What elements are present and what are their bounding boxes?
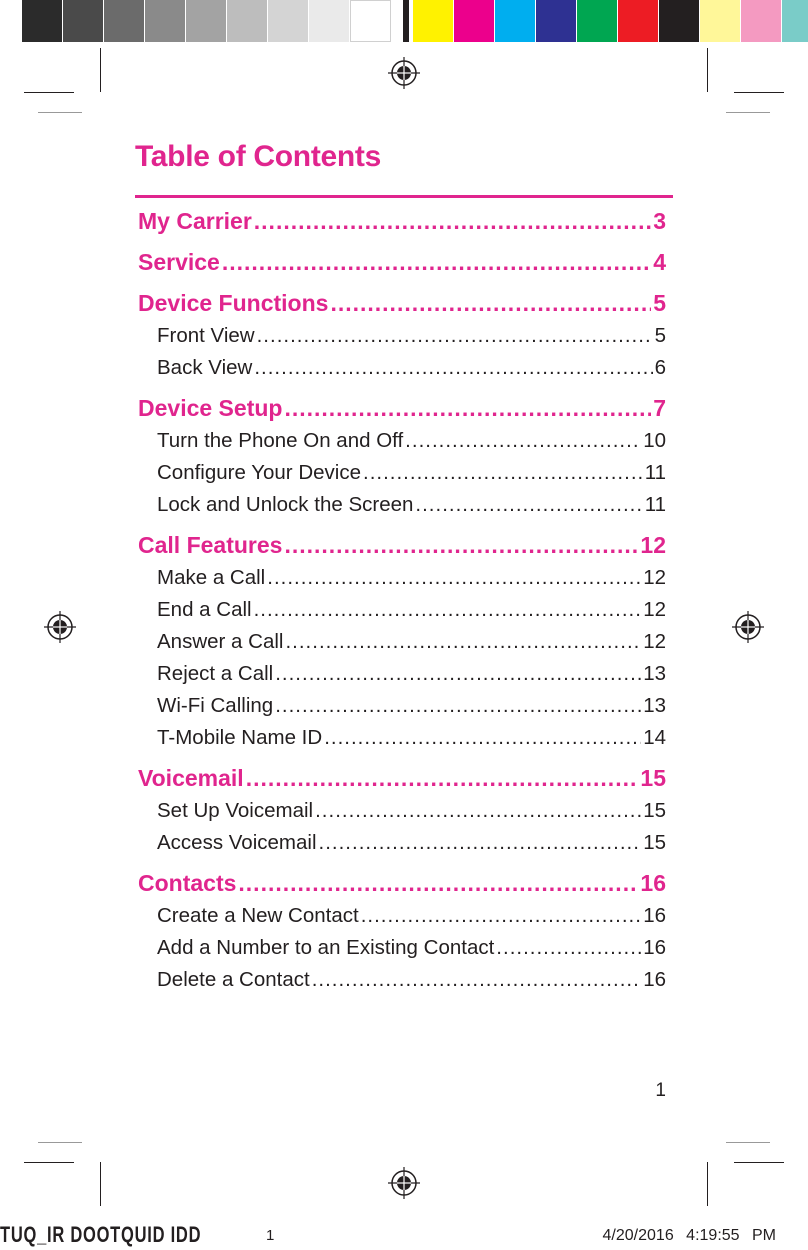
crop-mark-bottom-right	[707, 1162, 708, 1206]
dot-leader	[324, 726, 641, 750]
registration-mark-right-icon	[731, 610, 765, 644]
toc-subsection-entry[interactable]	[138, 429, 666, 453]
toc-entry-label: Delete a Contact	[157, 968, 310, 991]
slug-timestamp	[603, 1227, 776, 1245]
toc-entry-label: Create a New Contact	[157, 904, 359, 927]
dot-leader	[496, 936, 641, 960]
slug-sheet-number: 1	[266, 1227, 275, 1244]
toc-entry-label: Contacts	[138, 870, 237, 896]
dot-leader	[254, 208, 651, 234]
toc-entry-label: Reject a Call	[157, 662, 274, 685]
bleed-mark-bottom-right	[726, 1142, 770, 1143]
page-title: Table of Contents	[135, 140, 382, 173]
toc-entry-label: Device Setup	[138, 395, 283, 421]
dot-leader	[315, 799, 641, 823]
toc-entry-page: 4	[653, 249, 666, 275]
toc-entry-page: 12	[640, 532, 666, 558]
color-swatch	[618, 0, 659, 42]
toc-subsection-entry[interactable]	[138, 493, 666, 517]
dot-leader	[405, 429, 641, 453]
color-swatch	[577, 0, 618, 42]
toc-entry-label: Access Voicemail	[157, 831, 317, 854]
toc-entry-label: Turn the Phone On and Off	[157, 429, 404, 452]
toc-section-entry[interactable]	[138, 290, 666, 316]
registration-mark-left-icon	[43, 610, 77, 644]
gray-swatch	[22, 0, 63, 42]
color-swatch	[454, 0, 495, 42]
toc-entry-label: Make a Call	[157, 566, 266, 589]
dot-leader	[312, 968, 641, 992]
table-of-contents	[138, 208, 666, 992]
toc-subsection-entry[interactable]	[138, 904, 666, 928]
dot-leader	[275, 694, 641, 718]
toc-subsection-entry[interactable]	[138, 461, 666, 485]
bleed-mark-top-left	[38, 112, 82, 113]
color-swatch	[536, 0, 577, 42]
toc-subsection-entry[interactable]	[138, 726, 666, 750]
dot-leader	[267, 566, 641, 590]
dot-leader	[275, 662, 641, 686]
dot-leader	[222, 249, 651, 275]
bleed-mark-top-right	[726, 112, 770, 113]
slug-time: 4:19:55 PM	[686, 1227, 776, 1244]
toc-entry-label: Answer a Call	[157, 630, 284, 653]
dot-leader	[246, 765, 639, 791]
toc-entry-page: 10	[643, 429, 666, 452]
toc-entry-page: 14	[643, 726, 666, 749]
toc-entry-page: 11	[644, 461, 666, 484]
dot-leader	[257, 324, 653, 348]
toc-subsection-entry[interactable]	[138, 799, 666, 823]
toc-entry-page: 3	[653, 208, 666, 234]
toc-entry-page: 16	[643, 904, 666, 927]
toc-entry-label: T-Mobile Name ID	[157, 726, 323, 749]
slug-filename: TUQ_IR DOOTQUID IDD	[0, 1222, 202, 1247]
toc-entry-page: 15	[643, 831, 666, 854]
toc-entry-page: 12	[643, 630, 666, 653]
crop-mark-top-right	[707, 48, 708, 92]
process-color-swatches	[413, 0, 808, 42]
toc-subsection-entry[interactable]	[138, 630, 666, 654]
toc-subsection-entry[interactable]	[138, 598, 666, 622]
toc-entry-page: 12	[643, 598, 666, 621]
toc-entry-page: 11	[644, 493, 666, 516]
grayscale-swatches	[22, 0, 391, 42]
crop-mark-bottom-right-h	[734, 1162, 784, 1163]
toc-entry-label: End a Call	[157, 598, 252, 621]
toc-entry-label: Set Up Voicemail	[157, 799, 314, 822]
gray-swatch	[227, 0, 268, 42]
toc-entry-page: 16	[643, 936, 666, 959]
toc-entry-page: 15	[643, 799, 666, 822]
toc-entry-label: Lock and Unlock the Screen	[157, 493, 414, 516]
toc-entry-label: Configure Your Device	[157, 461, 361, 484]
toc-entry-page: 12	[643, 566, 666, 589]
dot-leader	[285, 630, 641, 654]
color-swatch	[659, 0, 700, 42]
toc-section-entry[interactable]	[138, 532, 666, 558]
title-divider	[135, 195, 673, 198]
dot-leader	[284, 532, 638, 558]
color-swatch	[782, 0, 808, 42]
toc-subsection-entry[interactable]	[138, 936, 666, 960]
toc-entry-label: Front View	[157, 324, 255, 347]
toc-subsection-entry[interactable]	[138, 662, 666, 686]
toc-entry-page: 15	[640, 765, 666, 791]
crop-mark-bottom-left	[100, 1162, 101, 1206]
toc-entry-label: Wi-Fi Calling	[157, 694, 274, 717]
dot-leader	[319, 831, 642, 855]
dot-leader	[363, 461, 643, 485]
dot-leader	[415, 493, 642, 517]
slug-date: 4/20/2016	[602, 1227, 674, 1244]
dot-leader	[238, 870, 638, 896]
toc-entry-label: Voicemail	[138, 765, 244, 791]
toc-entry-page: 5	[654, 324, 666, 347]
toc-section-entry[interactable]	[138, 395, 666, 421]
gray-swatch	[63, 0, 104, 42]
toc-entry-label: Device Functions	[138, 290, 329, 316]
color-swatch	[700, 0, 741, 42]
toc-subsection-entry[interactable]	[138, 694, 666, 718]
toc-entry-page: 7	[653, 395, 666, 421]
crop-mark-top-right-h	[734, 92, 784, 93]
toc-entry-label: Service	[138, 249, 220, 275]
toc-subsection-entry[interactable]	[138, 831, 666, 855]
crop-mark-top-left	[100, 48, 101, 92]
color-swatch	[495, 0, 536, 42]
toc-entry-label: Back View	[157, 356, 253, 379]
dot-leader	[254, 356, 652, 380]
gray-swatch	[350, 0, 391, 42]
toc-entry-label: My Carrier	[138, 208, 252, 234]
toc-subsection-entry[interactable]	[138, 968, 666, 992]
toc-subsection-entry[interactable]	[138, 566, 666, 590]
page-number: 1	[655, 1080, 666, 1101]
color-calibration-bar	[22, 0, 808, 42]
color-swatch	[413, 0, 454, 42]
toc-entry-page: 16	[643, 968, 666, 991]
toc-entry-label: Call Features	[138, 532, 283, 558]
color-swatch	[741, 0, 782, 42]
registration-mark-bottom-icon	[387, 1166, 421, 1200]
gray-swatch	[145, 0, 186, 42]
dot-leader	[361, 904, 642, 928]
toc-subsection-entry[interactable]	[138, 324, 666, 348]
dot-leader	[330, 290, 651, 316]
bleed-mark-bottom-left	[38, 1142, 82, 1143]
gray-swatch	[186, 0, 227, 42]
gray-swatch	[104, 0, 145, 42]
crop-mark-bottom-left-h	[24, 1162, 74, 1163]
gray-swatch	[268, 0, 309, 42]
dot-leader	[254, 598, 642, 622]
toc-subsection-entry[interactable]	[138, 356, 666, 380]
gray-swatch	[309, 0, 350, 42]
toc-entry-page: 5	[653, 290, 666, 316]
toc-section-entry[interactable]	[138, 870, 666, 896]
crop-mark-top-left-h	[24, 92, 74, 93]
dot-leader	[284, 395, 651, 421]
toc-section-entry[interactable]	[138, 249, 666, 275]
toc-section-entry[interactable]	[138, 765, 666, 791]
toc-entry-page: 16	[640, 870, 666, 896]
toc-entry-label: Add a Number to an Existing Contact	[157, 936, 495, 959]
registration-mark-top-icon	[387, 56, 421, 90]
toc-entry-page: 6	[654, 356, 666, 379]
toc-section-entry[interactable]	[138, 208, 666, 234]
toc-entry-page: 13	[643, 694, 666, 717]
toc-entry-page: 13	[643, 662, 666, 685]
